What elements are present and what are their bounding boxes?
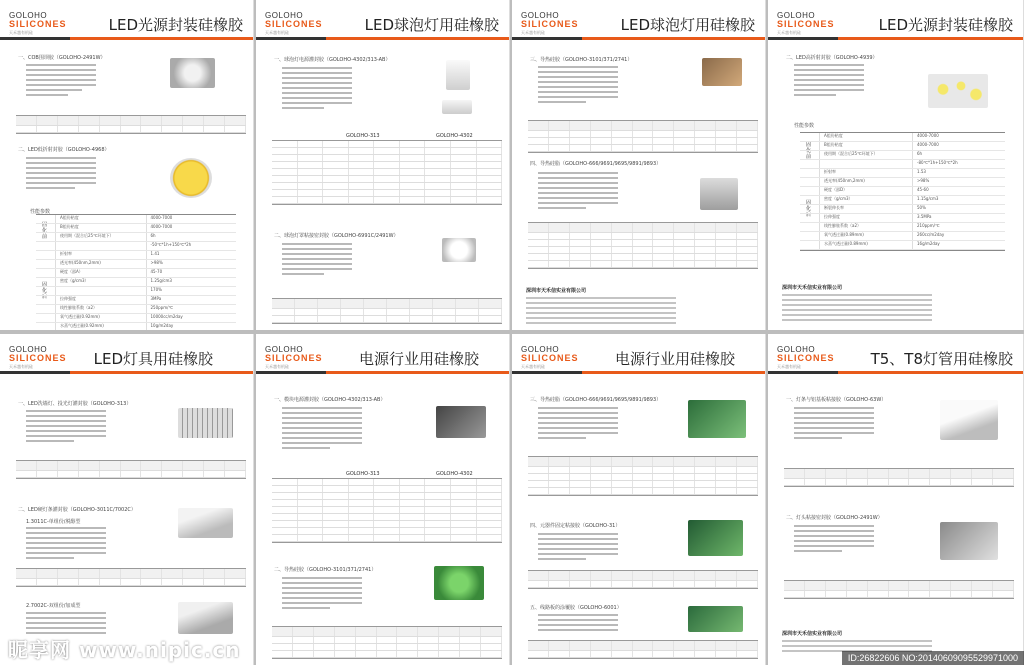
- panel-led-light-source-1: [0, 0, 254, 330]
- spec-table: [272, 626, 502, 659]
- desc-lines: [794, 64, 864, 99]
- section-heading: 一、COB围坝胶（GOLOHO-2491W）: [18, 55, 106, 61]
- image-id-bar: ID:26822606 NO:20140609095529971000: [842, 651, 1024, 665]
- panel-header: [0, 334, 253, 374]
- brand-top: GOLOHO: [265, 11, 304, 20]
- brand-main: SILICONES: [521, 19, 579, 29]
- tube-strip-image: [940, 400, 998, 440]
- spec-table: [528, 640, 758, 659]
- desc-lines: [538, 533, 618, 563]
- desc-lines: [282, 577, 362, 612]
- bulb-image: [446, 60, 470, 90]
- brand-top: GOLOHO: [777, 11, 816, 20]
- section-subheading: 2.7002C-双组份/加成型: [26, 603, 81, 609]
- brand-main: SILICONES: [777, 19, 835, 29]
- desc-lines: [26, 157, 96, 192]
- panel-power-supply-2: [512, 334, 766, 665]
- panel-title: LED光源封装硅橡胶: [878, 16, 1013, 34]
- pcb-grease-image: [688, 400, 746, 438]
- uncured-label: 固化前: [42, 222, 48, 240]
- thermal-grease-image: [700, 178, 738, 210]
- desc-lines: [26, 410, 106, 445]
- section-heading: 性能参数: [30, 209, 51, 215]
- spec-table: [272, 140, 502, 205]
- table-head-313: GOLOHO-313: [346, 471, 380, 477]
- brand-top: GOLOHO: [521, 11, 560, 20]
- spec-table: [528, 222, 758, 269]
- section-heading: 二、球泡灯罩粘接密封胶（GOLOHO-6991C/2491W）: [274, 233, 399, 239]
- cured-label: 固化后: [806, 200, 812, 218]
- brand-top: GOLOHO: [521, 345, 560, 354]
- brand-top: GOLOHO: [9, 345, 48, 354]
- spec-table: [272, 478, 502, 543]
- section-heading: 二、导热硅胶（GOLOHO-3101/371/2741）: [274, 567, 377, 573]
- desc-lines: [282, 67, 352, 112]
- thermal-gel-image: [702, 58, 742, 86]
- desc-lines: [26, 64, 96, 99]
- spec-table: [528, 456, 758, 496]
- section-heading: 四、元器件固定粘接胶（GOLOHO-31）: [530, 523, 621, 529]
- wall-washer-image: [178, 408, 233, 438]
- spec-table: [272, 298, 502, 324]
- brand-main: SILICONES: [777, 353, 835, 363]
- desc-lines: [794, 407, 874, 442]
- section-heading: 性能参数: [794, 123, 815, 129]
- section-heading: 四、导热硅脂（GOLOHO-666/9691/9695/9891/9893）: [530, 161, 662, 167]
- desc-lines: [794, 525, 874, 555]
- spec-table: [528, 570, 758, 589]
- panel-t5-t8-tube: [768, 334, 1024, 665]
- brand-main: SILICONES: [521, 353, 579, 363]
- company-address-lines: [526, 297, 676, 327]
- section-heading: 三、导热硅脂（GOLOHO-666/9691/9695/9891/9893）: [530, 397, 662, 403]
- brand-main: SILICONES: [265, 19, 323, 29]
- desc-lines: [26, 527, 106, 562]
- panel-title: LED灯具用硅橡胶: [93, 350, 213, 368]
- panel-header: [256, 0, 509, 40]
- panel-led-fixture: [0, 334, 254, 665]
- tube-cap-image: [940, 522, 998, 560]
- property-table: A组份粘度 4000-7000 B组份粘度 4000-7000 使用期（混合后25℃环境下） 6h -80℃*1h+150℃*2h 折射率 1.53 透光率(450nm,2mm) >98% 硬度（邵D） 45-60 密度（g/cm3） 1.15g/cm3 断裂伸长率 50% 拉伸强度 3.5MPa 线性膨胀系数（a2） 210ppm/℃ 氧气透过量(0.89mm) 260cc/m2day 水蒸气透过量(0.89mm) 16g/m2day: [800, 132, 1005, 251]
- spec-table: [16, 115, 246, 134]
- component-fix-image: [688, 520, 743, 556]
- brand-main: SILICONES: [265, 353, 323, 363]
- strip-addition-image: [178, 602, 233, 634]
- cob-product-image: [170, 58, 215, 88]
- section-heading: 一、LED洗墙灯、投光灯灌封胶（GOLOHO-313）: [18, 401, 132, 407]
- desc-lines: [538, 407, 618, 442]
- watermark: 昵享网 www.nipic.cn: [8, 638, 241, 662]
- panel-title: LED光源封装硅橡胶: [108, 16, 243, 34]
- spec-table: [16, 460, 246, 479]
- section-heading: 二、LED高折射封胶（GOLOHO-4939）: [786, 55, 878, 61]
- bulb-base-image: [442, 100, 472, 114]
- spec-table: [16, 568, 246, 587]
- panel-header: [256, 334, 509, 374]
- coating-image: [688, 606, 743, 632]
- brand-main: SILICONES: [9, 353, 67, 363]
- brand-tag: 天禾越有机硅: [521, 30, 545, 35]
- brand-tag: 天禾越有机硅: [521, 364, 545, 369]
- brand-top: GOLOHO: [265, 345, 304, 354]
- uncured-label: 固化前: [806, 142, 812, 160]
- table-head-313: GOLOHO-313: [346, 133, 380, 139]
- section-heading: 一、灯条与铝基板粘接胶（GOLOHO-63W）: [786, 397, 887, 403]
- cured-label: 固化后: [42, 282, 48, 300]
- table-head-4302: GOLOHO-4302: [436, 471, 473, 477]
- hard-strip-image: [178, 508, 233, 538]
- brand-tag: 天禾越有机硅: [9, 30, 33, 35]
- company-name: 深圳市天禾信实业有限公司: [526, 288, 587, 294]
- brand-tag: 天禾越有机硅: [777, 30, 801, 35]
- desc-lines: [538, 66, 618, 106]
- panel-title: T5、T8灯管用硅橡胶: [870, 350, 1013, 368]
- panel-header: [768, 0, 1023, 40]
- brand-top: GOLOHO: [777, 345, 816, 354]
- panel-led-bulb-1: [256, 0, 510, 330]
- panel-led-light-source-2: [768, 0, 1024, 330]
- bulb-cover-image: [442, 238, 476, 262]
- brand-main: SILICONES: [9, 19, 67, 29]
- desc-lines: [282, 243, 352, 278]
- property-table: A组份粘度 4000-7000 B组份粘度 4000-7000 使用期（混合后25℃环境下） 6h -50℃*1h+150℃*2h 折射率 1.41 透光率(450nm,2mm) >98% 硬度（邵A） 45-70 密度（g/cm3） 1.25g/cm3 170% 拉伸强度 3MPa 线性膨胀系数（a2） 250ppm/℃ 氧气透过量(0.92mm) 10000cc/m2day 水蒸气透过量(0.92mm) 10g/m2day: [36, 214, 236, 330]
- brand-top: GOLOHO: [9, 11, 48, 20]
- panel-header: [768, 334, 1023, 374]
- desc-lines: [538, 172, 618, 212]
- spec-table: [784, 580, 1014, 599]
- panel-title: 电源行业用硅橡胶: [614, 350, 735, 368]
- panel-title: 电源行业用硅橡胶: [358, 350, 479, 368]
- smd-led-image: [928, 74, 988, 108]
- panel-title: LED球泡灯用硅橡胶: [620, 16, 755, 34]
- section-heading: 二、灯头粘接密封胶（GOLOHO-2491W）: [786, 515, 883, 521]
- section-heading: 五、线路板的涂覆胶（GOLOHO-6001）: [530, 605, 622, 611]
- brand-tag: 天禾越有机硅: [265, 364, 289, 369]
- section-heading: 一、模块电源灌封胶（GOLOHO-4302/313-AB）: [274, 397, 386, 403]
- panel-header: [512, 334, 765, 374]
- section-heading: 二、LED低折射封胶（GOLOHO-4968）: [18, 147, 110, 153]
- panel-led-bulb-2: [512, 0, 766, 330]
- section-heading: 三、导热硅胶（GOLOHO-3101/371/2741）: [530, 57, 633, 63]
- cob-led-image: [170, 158, 212, 198]
- company-address-lines: [782, 294, 932, 324]
- section-subheading: 1.3011C-单组份/脱醇型: [26, 519, 81, 525]
- thermal-gel-pcb-image: [434, 566, 484, 600]
- panel-header: [512, 0, 765, 40]
- desc-lines: [282, 407, 362, 452]
- panel-title: LED球泡灯用硅橡胶: [364, 16, 499, 34]
- table-head-4302: GOLOHO-4302: [436, 133, 473, 139]
- brand-tag: 天禾越有机硅: [9, 364, 33, 369]
- power-module-image: [436, 406, 486, 438]
- panel-header: [0, 0, 253, 40]
- company-name: 深圳市天禾信实业有限公司: [782, 631, 843, 637]
- spec-table: [784, 468, 1014, 487]
- brand-tag: 天禾越有机硅: [777, 364, 801, 369]
- section-heading: 一、球泡灯电源灌封胶（GOLOHO-4302/313-AB）: [274, 57, 391, 63]
- spec-table: [528, 120, 758, 153]
- desc-lines: [538, 614, 618, 634]
- section-heading: 二、LED硬灯条灌封胶（GOLOHO-3011C/7002C）: [18, 507, 136, 513]
- brand-tag: 天禾越有机硅: [265, 30, 289, 35]
- panel-power-supply-1: [256, 334, 510, 665]
- company-name: 深圳市天禾信实业有限公司: [782, 285, 843, 291]
